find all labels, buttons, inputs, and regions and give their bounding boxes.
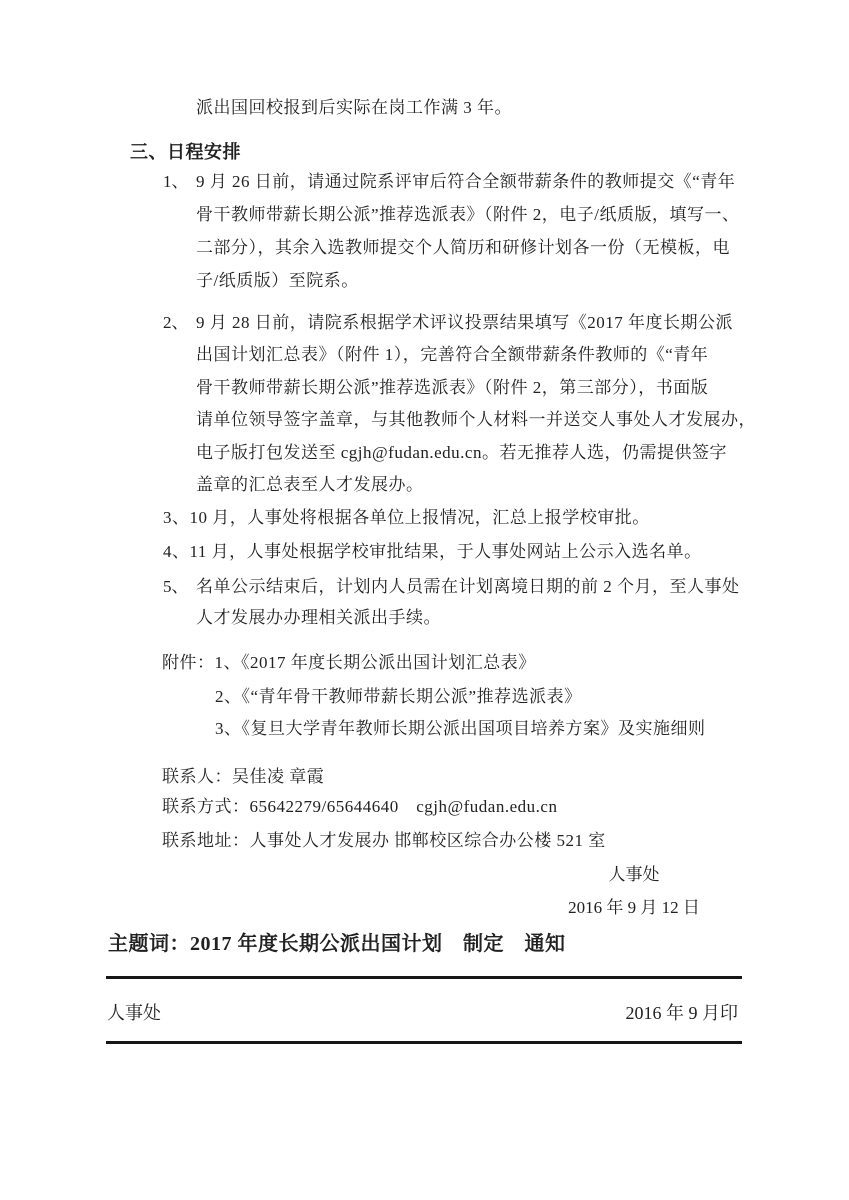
section-heading-schedule: 三、日程安排 bbox=[130, 142, 241, 162]
divider-rule-bottom bbox=[106, 1041, 742, 1044]
subject-keywords-line: 主题词：2017 年度长期公派出国计划 制定 通知 bbox=[108, 933, 566, 955]
schedule-item-1-line-3: 二部分），其余入选教师提交个人简历和研修计划各一份（无模板，电 bbox=[196, 238, 730, 257]
schedule-item-4-text: 11 月，人事处根据学校审批结果，于人事处网站上公示入选名单。 bbox=[189, 542, 702, 561]
attachments-line-1: 附件：1、《2017 年度长期公派出国计划汇总表》 bbox=[162, 653, 536, 672]
schedule-item-2-line-2: 出国计划汇总表》（附件 1），完善符合全额带薪条件教师的《“青年 bbox=[196, 345, 709, 364]
schedule-item-2-line-4: 请单位领导签字盖章，与其他教师个人材料一并送交人事处人才发展办， bbox=[196, 410, 756, 429]
schedule-item-2-line-6: 盖章的汇总表至人才发展办。 bbox=[196, 475, 424, 494]
contact-methods-line: 联系方式：65642279/65644640 cgjh@fudan.edu.cn bbox=[162, 797, 558, 816]
signature-department: 人事处 bbox=[608, 865, 660, 884]
schedule-item-2-line-1: 9 月 28 日前，请院系根据学术评议投票结果填写《2017 年度长期公派 bbox=[196, 313, 733, 332]
schedule-item-3-text: 10 月，人事处将根据各单位上报情况，汇总上报学校审批。 bbox=[189, 508, 650, 527]
schedule-item-2-number: 2、 bbox=[163, 313, 189, 332]
schedule-item-1-line-4: 子/纸质版）至院系。 bbox=[196, 271, 359, 290]
schedule-item-1-number: 1、 bbox=[163, 172, 189, 191]
schedule-item-5-line-2: 人才发展办办理相关派出手续。 bbox=[196, 608, 441, 627]
schedule-item-3 bbox=[163, 507, 650, 529]
schedule-item-2-line-5: 电子版打包发送至 cgjh@fudan.edu.cn。若无推荐人选，仍需提供签字 bbox=[196, 443, 727, 462]
schedule-item-5-line-1: 名单公示结束后，计划内人员需在计划离境日期的前 2 个月，至人事处 bbox=[196, 577, 740, 596]
schedule-item-1-line-2: 骨干教师带薪长期公派”推荐选派表》（附件 2，电子/纸质版，填写一、 bbox=[196, 205, 740, 224]
contact-address-line: 联系地址：人事处人才发展办 邯郸校区综合办公楼 521 室 bbox=[162, 831, 606, 850]
schedule-item-2-line-3: 骨干教师带薪长期公派”推荐选派表》（附件 2，第三部分），书面版 bbox=[196, 378, 709, 397]
contact-person-line: 联系人：吴佳凌 章霞 bbox=[162, 767, 325, 786]
intro-continuation-line: 派出国回校报到后实际在岗工作满 3 年。 bbox=[196, 98, 512, 117]
schedule-item-4 bbox=[163, 541, 702, 563]
imprint-print-date: 2016 年 9 月印 bbox=[625, 1003, 738, 1023]
attachments-line-2: 2、《“青年骨干教师带薪长期公派”推荐选派表》 bbox=[215, 687, 582, 706]
imprint-issuer: 人事处 bbox=[107, 1003, 161, 1023]
schedule-item-1-line-1: 9 月 26 日前，请通过院系评审后符合全额带薪条件的教师提交《“青年 bbox=[196, 172, 736, 191]
schedule-item-5-number: 5、 bbox=[163, 577, 189, 596]
signature-date: 2016 年 9 月 12 日 bbox=[568, 898, 700, 917]
attachments-line-3: 3、《复旦大学青年教师长期公派出国项目培养方案》及实施细则 bbox=[215, 719, 706, 738]
divider-rule-top bbox=[106, 976, 742, 979]
schedule-item-4-number: 4、 bbox=[163, 542, 190, 561]
imprint-row bbox=[107, 1002, 738, 1024]
schedule-item-3-number: 3、 bbox=[163, 508, 190, 527]
